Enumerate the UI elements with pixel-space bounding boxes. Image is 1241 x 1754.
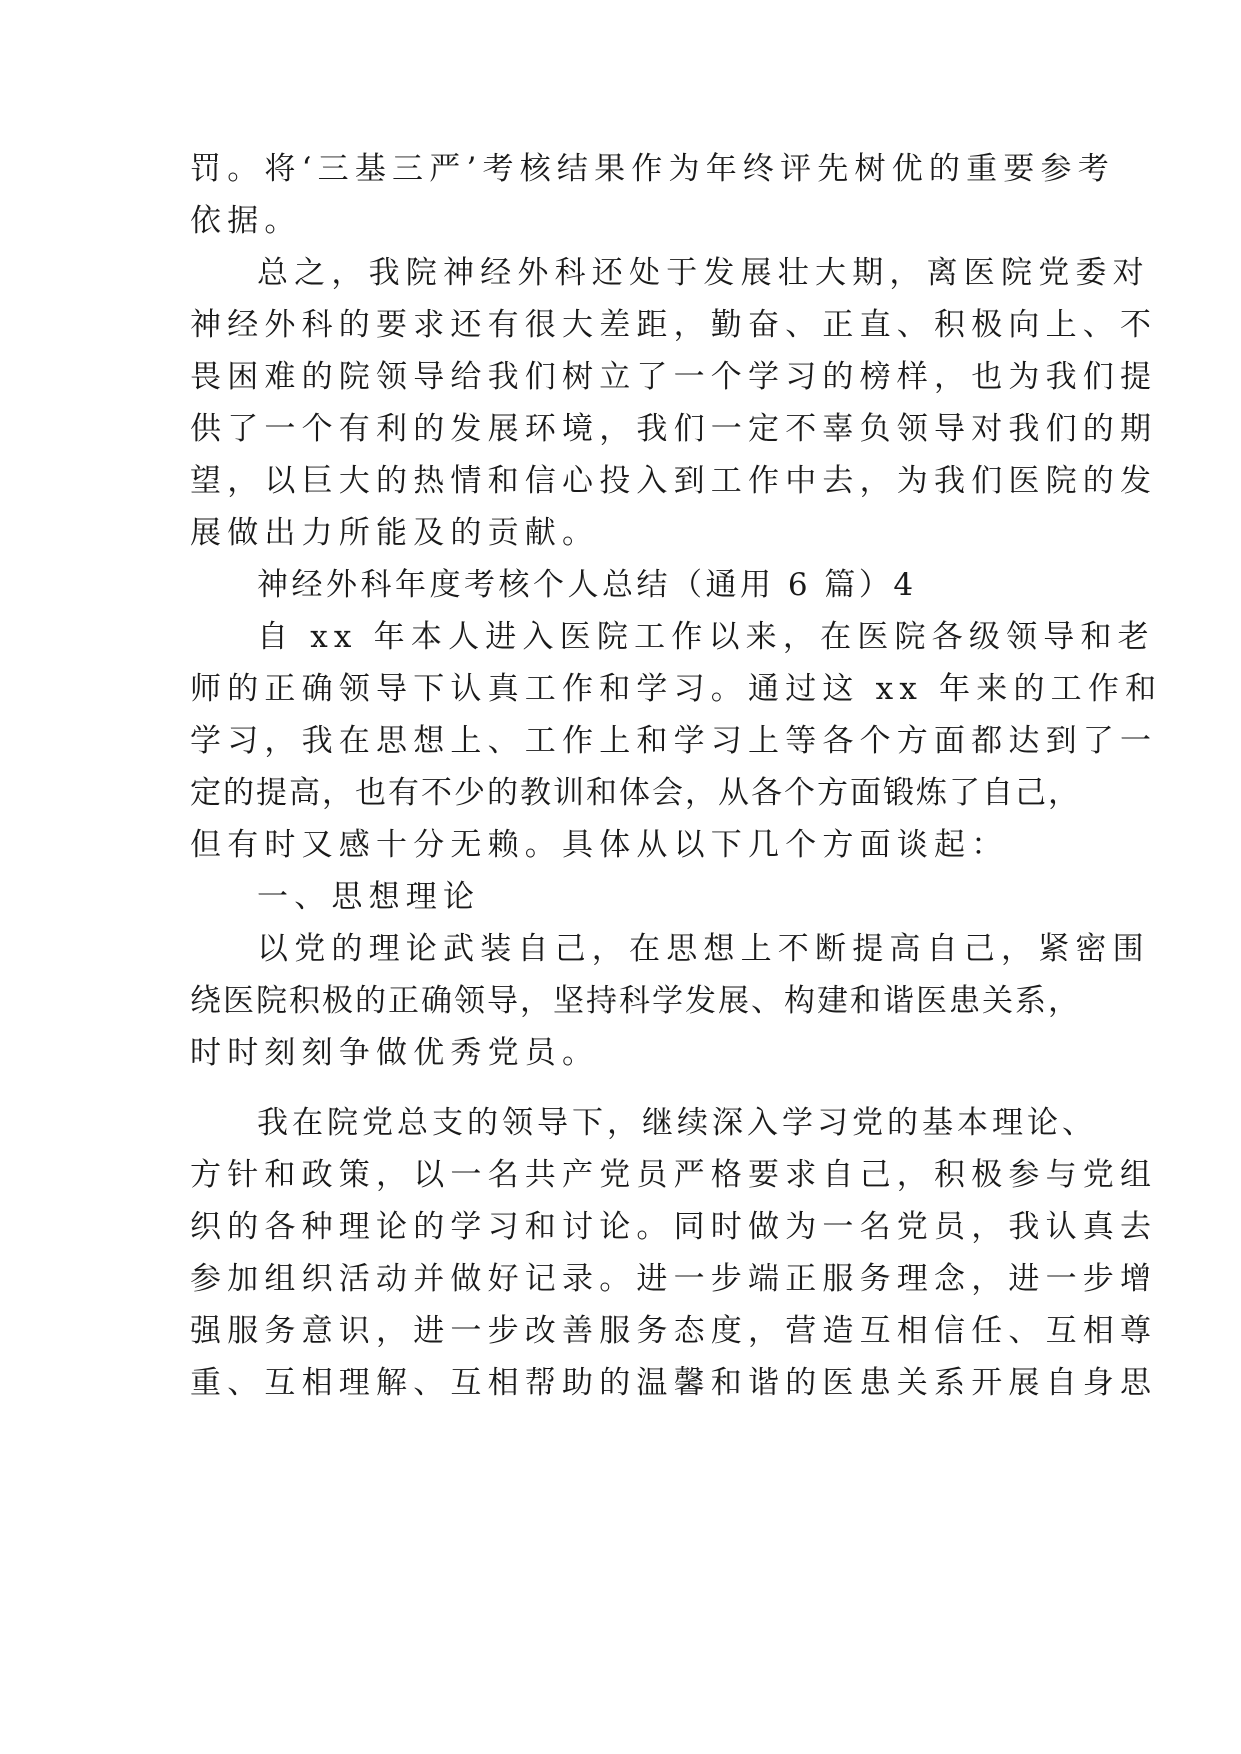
text-line: 依据。 <box>190 203 302 239</box>
text-line: 学习，我在思想上、工作上和学习上等各个方面都达到了一 <box>190 723 1158 759</box>
text-line: 强服务意识，进一步改善服务态度，营造互相信任、互相尊 <box>190 1313 1158 1349</box>
text-line: 绕医院积极的正确领导，坚持科学发展、构建和谐医患关系， <box>190 983 1081 1019</box>
paragraph-start-line: 以党的理论武装自己，在思想上不断提高自己，紧密围 <box>257 931 1150 967</box>
paragraph-start-line: 总之，我院神经外科还处于发展壮大期，离医院党委对 <box>257 255 1150 291</box>
text-line: 望，以巨大的热情和信心投入到工作中去，为我们医院的发 <box>190 463 1158 499</box>
paragraph-start-line: 我在院党总支的领导下，继续深入学习党的基本理论、 <box>257 1105 1097 1141</box>
text-line: 方针和政策，以一名共产党员严格要求自己，积极参与党组 <box>190 1157 1158 1193</box>
section-heading: 神经外科年度考核个人总结（通用 6 篇）4 <box>257 567 917 603</box>
text-line: 但有时又感十分无赖。具体从以下几个方面谈起： <box>190 827 1009 863</box>
text-line: 畏困难的院领导给我们树立了一个学习的榜样，也为我们提 <box>190 359 1158 395</box>
subheading: 一、思想理论 <box>257 879 481 915</box>
text-line: 师的正确领导下认真工作和学习。通过这 xx 年来的工作和 <box>190 671 1163 707</box>
text-line: 时时刻刻争做优秀党员。 <box>190 1035 600 1071</box>
text-line: 供了一个有利的发展环境，我们一定不辜负领导对我们的期 <box>190 411 1158 447</box>
text-line: 展做出力所能及的贡献。 <box>190 515 600 551</box>
text-line: 织的各种理论的学习和讨论。同时做为一名党员，我认真去 <box>190 1209 1158 1245</box>
text-line: 神经外科的要求还有很大差距，勤奋、正直、积极向上、不 <box>190 307 1158 343</box>
text-line: 参加组织活动并做好记录。进一步端正服务理念，进一步增 <box>190 1261 1158 1297</box>
text-line: 定的提高，也有不少的教训和体会，从各个方面锻炼了自己， <box>190 775 1081 811</box>
paragraph-start-line: 自 xx 年本人进入医院工作以来，在医院各级领导和老 <box>257 619 1155 655</box>
text-line: 重、互相理解、互相帮助的温馨和谐的医患关系开展自身思 <box>190 1365 1158 1401</box>
text-line: 罚。将‘三基三严’考核结果作为年终评先树优的重要参考 <box>190 151 1115 187</box>
